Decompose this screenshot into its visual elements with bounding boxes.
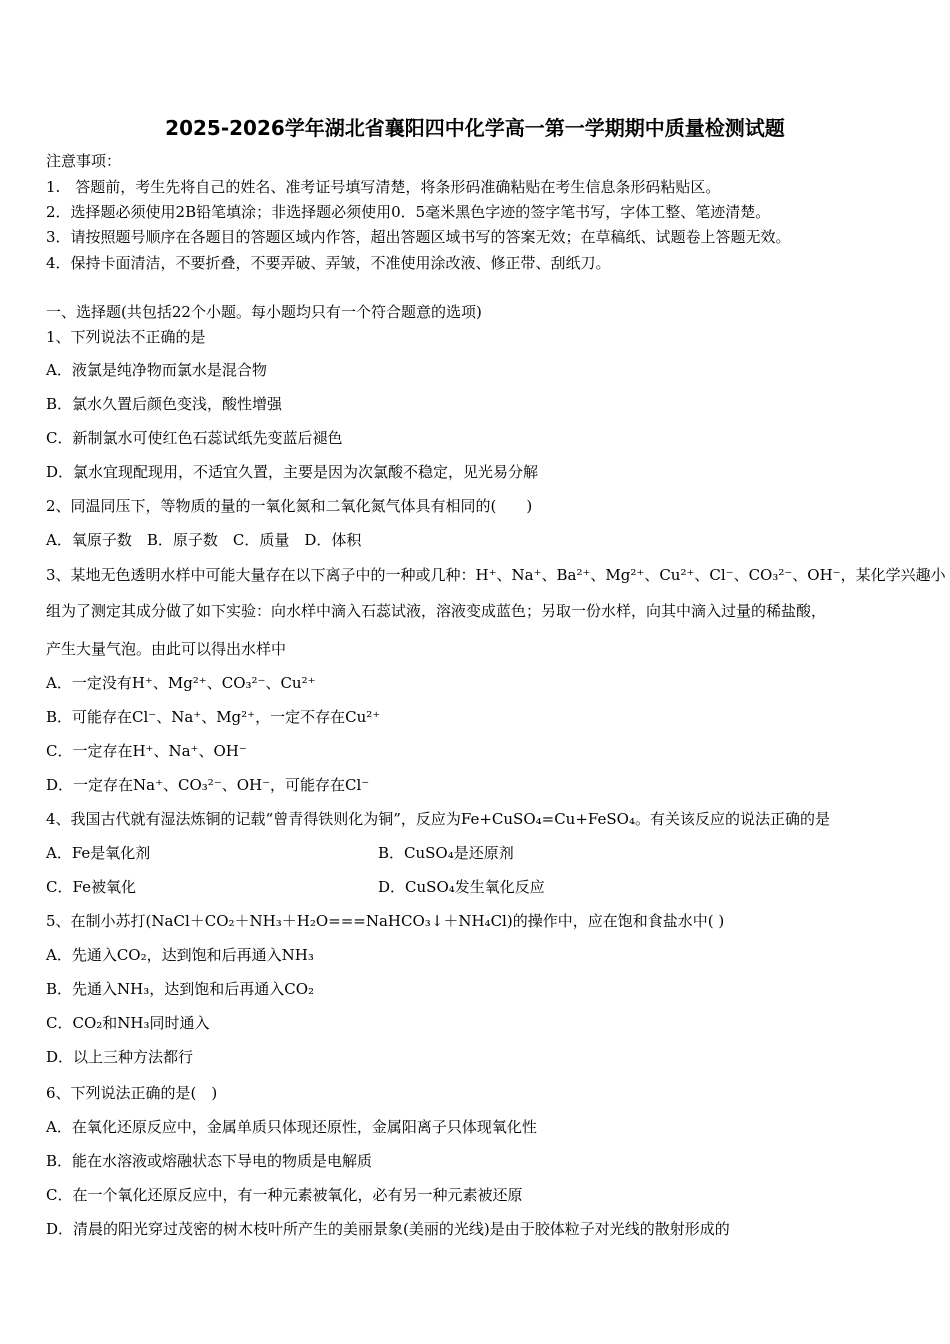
option: C．新制氯水可使红色石蕊试纸先变蓝后褪色 — [46, 429, 343, 447]
option: B．氯水久置后颜色变浅，酸性增强 — [46, 395, 283, 413]
question-stem: 产生大量气泡。由此可以得出水样中 — [46, 640, 287, 658]
option: B．能在水溶液或熔融状态下导电的物质是电解质 — [46, 1152, 373, 1170]
question-stem: 3、某地无色透明水样中可能大量存在以下离子中的一种或几种：H⁺、Na⁺、Ba²⁺、Mg²⁺、Cu²⁺、Cl⁻、CO₃²⁻、OH⁻，某化学兴趣小 — [46, 566, 946, 584]
option: D．清晨的阳光穿过茂密的树木枝叶所产生的美丽景象(美丽的光线)是由于胶体粒子对光线的散射形成的 — [46, 1220, 730, 1238]
option: D．一定存在Na⁺、CO₃²⁻、OH⁻，可能存在Cl⁻ — [46, 776, 370, 794]
question-stem: 组为了测定其成分做了如下实验：向水样中滴入石蕊试液，溶液变成蓝色；另取一份水样，向其中滴入过量的稀盐酸， — [46, 602, 827, 620]
option: A．在氧化还原反应中，金属单质只体现还原性，金属阳离子只体现氧化性 — [46, 1118, 537, 1136]
options: A．氧原子数 B．原子数 C．质量 D．体积 — [46, 531, 362, 549]
option: A．液氯是纯净物而氯水是混合物 — [46, 361, 267, 379]
note-item: 2．选择题必须使用2B铅笔填涂；非选择题必须使用0．5毫米黑色字迹的签字笔书写，字体工整、笔迹清楚。 — [46, 203, 771, 221]
option: B．先通入NH₃，达到饱和后再通入CO₂ — [46, 980, 315, 998]
option: C．CO₂和NH₃同时通入 — [46, 1014, 210, 1032]
question-stem: 5、在制小苏打(NaCl＋CO₂＋NH₃＋H₂O===NaHCO₃↓＋NH₄Cl)的操作中，应在饱和食盐水中( ) — [46, 912, 725, 930]
option: C．一定存在H⁺、Na⁺、OH⁻ — [46, 742, 247, 760]
option: C．Fe被氧化 — [46, 878, 136, 896]
option: D．以上三种方法都行 — [46, 1048, 194, 1066]
option: A．一定没有H⁺、Mg²⁺、CO₃²⁻、Cu²⁺ — [46, 674, 316, 692]
option: A．先通入CO₂，达到饱和后再通入NH₃ — [46, 946, 314, 964]
question-stem: 2、同温同压下，等物质的量的一氧化氮和二氧化氮气体具有相同的( ) — [46, 497, 533, 515]
option: B．可能存在Cl⁻、Na⁺、Mg²⁺，一定不存在Cu²⁺ — [46, 708, 381, 726]
section-heading: 一、选择题(共包括22个小题。每小题均只有一个符合题意的选项) — [46, 303, 482, 321]
option: D．CuSO₄发生氧化反应 — [378, 878, 545, 896]
option: D．氯水宜现配现用，不适宜久置，主要是因为次氯酸不稳定，见光易分解 — [46, 463, 539, 481]
notes-heading: 注意事项： — [46, 152, 122, 170]
option: A．Fe是氧化剂 — [46, 844, 151, 862]
option: C．在一个氧化还原反应中，有一种元素被氧化，必有另一种元素被还原 — [46, 1186, 523, 1204]
question-stem: 1、下列说法不正确的是 — [46, 328, 206, 346]
question-stem: 6、下列说法正确的是( ) — [46, 1084, 218, 1102]
page-title: 2025-2026学年湖北省襄阳四中化学高一第一学期期中质量检测试题 — [165, 116, 785, 140]
question-stem: 4、我国古代就有湿法炼铜的记载“曾青得铁则化为铜”，反应为Fe+CuSO₄=Cu+FeSO₄。有关该反应的说法正确的是 — [46, 810, 830, 828]
option: B．CuSO₄是还原剂 — [378, 844, 514, 862]
note-item: 1. 答题前，考生先将自己的姓名、准考证号填写清楚，将条形码准确粘贴在考生信息条形码粘贴区。 — [46, 178, 721, 196]
note-item: 3．请按照题号顺序在各题目的答题区域内作答，超出答题区域书写的答案无效；在草稿纸、试题卷上答题无效。 — [46, 228, 791, 246]
note-item: 4．保持卡面清洁，不要折叠，不要弄破、弄皱，不准使用涂改液、修正带、刮纸刀。 — [46, 254, 611, 272]
